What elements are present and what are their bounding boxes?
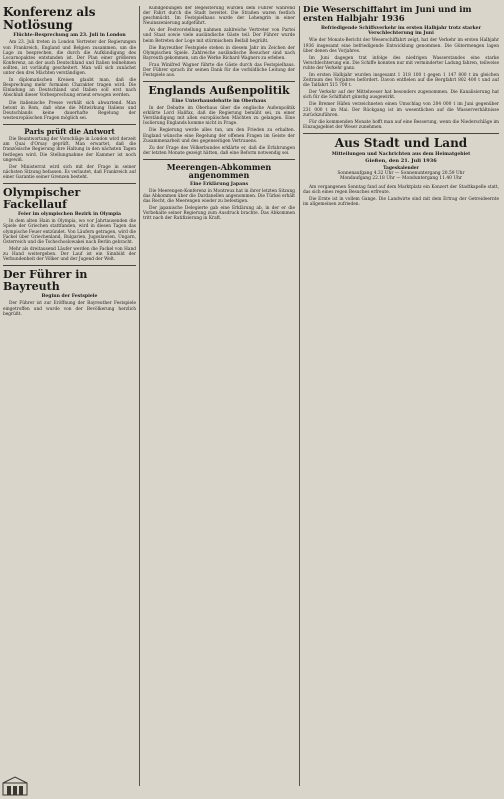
article-paragraph: In dem alten Hain in Olympia, wo vor Jahrtausenden die Spiele der Griechen stattfanden, wird in diesen Tagen das olympische Feuer entzündet. Von Läufern getragen, wird die Fackel über Griechenland, Bulgarien, Jugoslawien, Ungarn, Österreich und die Tschechoslowakei nach Berlin gebracht. — [3, 219, 136, 245]
article-paragraph: Am 23. Juli treten in London Vertreter der Regierungen von Frankreich, England und Belgien zusammen, um die Lage zu besprechen, die durch die Aufkündigung des Locarnopaktes entstanden ist. Der Plan einer größeren Konferenz, an der auch Deutschland und Italien teilnehmen sollten, ist vorläufig gescheitert. Man will sich zunächst unter den drei Mächten verständigen. — [3, 40, 136, 77]
headline-fackellauf: Olympischer Fackellauf — [3, 185, 81, 211]
subhead-weserschiffahrt: Befriedigende Schiffsverkehr im ersten Halbjahr trotz starker Verschlechterung im Juni — [320, 25, 482, 37]
headline-bayreuth: Der Führer in Bayreuth — [3, 268, 88, 293]
column-3 — [303, 6, 499, 786]
article-paragraph: Für die kommenden Monate hofft man auf eine Besserung, wenn die Niederschläge im Einzugsgebiet der Weser zunehmen. — [303, 119, 499, 130]
calendar-title: Tageskalender — [383, 165, 419, 171]
subhead-aus-stadt-und-land: Mitteilungen und Nachrichten aus dem Heimatgebiet — [331, 151, 471, 157]
divider — [3, 124, 136, 125]
article-paragraph: In der Debatte im Oberhaus über die englische Außenpolitik erklärte Lord Halifax, daß die Regierung bemüht sei, zu einer Verständigung mit allen europäischen Mächten zu gelangen. Eine Isolierung Englands komme nicht in Frage. — [143, 106, 295, 127]
article-paragraph: Am vergangenen Sonntag fand auf dem Marktplatz ein Konzert der Stadtkapelle statt, das sich eines regen Besuches erfreute. — [303, 184, 499, 195]
divider — [143, 81, 295, 82]
headline-konferenz: Konferenz als Notlösung — [3, 6, 96, 32]
article-paragraph: Zu der Frage des Völkerbundes erklärte er, daß die Erfahrungen der letzten Monate gezeigt hätten, daß eine Reform notwendig sei. — [143, 145, 295, 156]
article-paragraph: Die Meerengen-Konferenz in Montreux hat in ihrer letzten Sitzung das Abkommen über die Dardanellen angenommen. Die Türkei erhält das Recht, die Meerengen wieder zu befestigen. — [143, 188, 295, 205]
subhead-bayreuth: Beginn der Festspiele — [41, 294, 98, 300]
article-paragraph: In diplomatischen Kreisen glaubt man, daß die Besprechung mehr formalen Charakter tragen wird. Die Einladung an Deutschland und Italien soll erst nach Abschluß dieser Vorbesprechung erneut erwogen werden. — [3, 78, 136, 99]
article-paragraph: Frau Winifred Wagner führte die Gäste durch das Festspielhaus. Der Führer sprach ihr seinen Dank für die vorbildliche Leitung der Festspiele aus. — [143, 62, 295, 79]
article-paragraph: Die Regierung werde alles tun, um den Frieden zu erhalten. England wünsche eine Regelung der offenen Fragen im Geiste der Zusammenarbeit und des gegenseitigen Vertrauens. — [143, 128, 295, 144]
divider — [143, 159, 295, 160]
headline-englands-aussenpolitik: Englands Außenpolitik — [148, 84, 290, 98]
divider — [3, 265, 136, 266]
article-paragraph: Der Ministerrat wird sich mit der Frage in seiner nächsten Sitzung befassen. Es verlautet, daß Frankreich auf einer Garantie seiner Grenzen besteht. — [3, 164, 136, 180]
article-paragraph: Die italienische Presse verhält sich abwartend. Man betont in Rom, daß ohne die Mitwirkung Italiens und Deutschlands keine dauerhafte Regelung der westeuropäischen Fragen möglich sei. — [3, 100, 136, 121]
article-paragraph: Kundgebungen der Begeisterung wurden dem Führer während der Fahrt durch die Stadt bereitet. Die Straßen waren festlich geschmückt. Im Festspielhaus wurde der Lohengrin in einer Neuinszenierung aufgeführt. — [143, 6, 295, 27]
column-rule — [299, 6, 300, 786]
subhead-fackellauf: Feier im olympischen Bezirk in Olympia — [18, 212, 121, 218]
divider — [303, 133, 499, 134]
dateline: Gießen, den 21. Juli 1936 — [365, 157, 437, 164]
article-paragraph: Im ersten Halbjahr wurden insgesamt 1 318 100 t gegen 1 147 800 t im gleichen Zeitraum des Vorjahres befördert. Davon entfielen auf die Bergfahrt 802 400 t und auf die Talfahrt 515 700 t. — [303, 72, 499, 89]
article-paragraph: Wie der Monats-Bericht der Weserschiffahrt zeigt, hat der Verkehr im ersten Halbjahr 1936 insgesamt eine befriedigende Entwicklung genommen. Die Gütermengen lagen über denen des Vorjahres. — [303, 38, 499, 54]
calendar-line: Mondaufgang 22.18 Uhr — Monduntergang 11.40 Uhr — [339, 176, 463, 182]
headline-aus-stadt-und-land: Aus Stadt und Land — [334, 135, 468, 150]
headline-paris: Paris prüft die Antwort — [24, 126, 115, 136]
article-paragraph: Im Juni dagegen trat infolge des niedrigen Wasserstandes eine starke Verschlechterung ein. Die Schiffe konnten nur mit verminderter Ladung fahren, teilweise ruhte der Verkehr ganz. — [303, 55, 499, 71]
subhead-meerengen: Eine Erklärung Japans — [189, 181, 249, 187]
divider — [3, 183, 136, 184]
article-paragraph: Die Bayreuther Festspiele stehen in diesem Jahr im Zeichen der Olympischen Spiele. Zahlreiche ausländische Besucher sind nach Bayreuth gekommen, um die Werke Richard Wagners zu erleben. — [143, 45, 295, 61]
headline-meerengen: Meerengen-Abkommen angenommen — [166, 161, 272, 181]
article-paragraph: Die Ernte ist in vollem Gange. Die Landwirte sind mit dem Ertrag der Getreideernte im allgemeinen zufrieden. — [303, 196, 499, 207]
article-paragraph: An der Festvorstellung nahmen zahlreiche Vertreter von Partei und Staat sowie viele ausländische Gäste teil. Der Führer wurde beim Betreten der Loge mit stürmischem Beifall begrüßt. — [143, 28, 295, 44]
column-2 — [143, 6, 295, 786]
article-paragraph: Der Verkehr auf der Mittelweser hat besonders zugenommen. Die Kanalisierung hat sich für die Schiffahrt günstig ausgewirkt. — [303, 90, 499, 101]
article-paragraph: Der japanische Delegierte gab eine Erklärung ab, in der er die Vorbehalte seiner Regierung zum Ausdruck brachte. Das Abkommen tritt nach der Ratifizierung in Kraft. — [143, 206, 295, 222]
article-paragraph: Der Führer ist zur Eröffnung der Bayreuther Festspiele eingetroffen und wurde von der Bevölkerung herzlich begrüßt. — [3, 301, 136, 317]
article-paragraph: Die Beantwortung der Vorschläge in London wird derzeit am Quai d'Orsay geprüft. Man erwartet, daß die französische Regierung ihre Haltung in den nächsten Tagen festlegen wird. Die Stellungnahme der Kammer ist noch ungewiß. — [3, 137, 136, 163]
headline-weserschiffahrt: Die Weserschiffahrt im Juni und im ersten Halbjahr 1936 — [303, 6, 472, 24]
column-rule — [139, 6, 140, 786]
column-1 — [3, 6, 136, 786]
article-paragraph: Die Bremer Häfen verzeichneten einen Umschlag von 204 000 t im Juni gegenüber 231 000 t im Mai. Der Rückgang ist im wesentlichen auf die Wasserverhältnisse zurückzuführen. — [303, 102, 499, 118]
article-paragraph: Mehr als dreitausend Läufer werden die Fackel von Hand zu Hand weitergeben. Der Lauf ist ein Sinnbild der Verbundenheit der Völker und der Jugend der Welt. — [3, 246, 136, 262]
calendar-line: Sonnenaufgang 4.32 Uhr — Sonnenuntergang 20.59 Uhr — [337, 171, 465, 177]
footer-ornament-icon — [0, 775, 30, 797]
subhead-englands-aussenpolitik: Eine Unterhausdebatte im Oberhaus — [171, 98, 267, 104]
subhead-konferenz: Flüchte-Besprechung am 23. Juli in London — [13, 33, 126, 39]
